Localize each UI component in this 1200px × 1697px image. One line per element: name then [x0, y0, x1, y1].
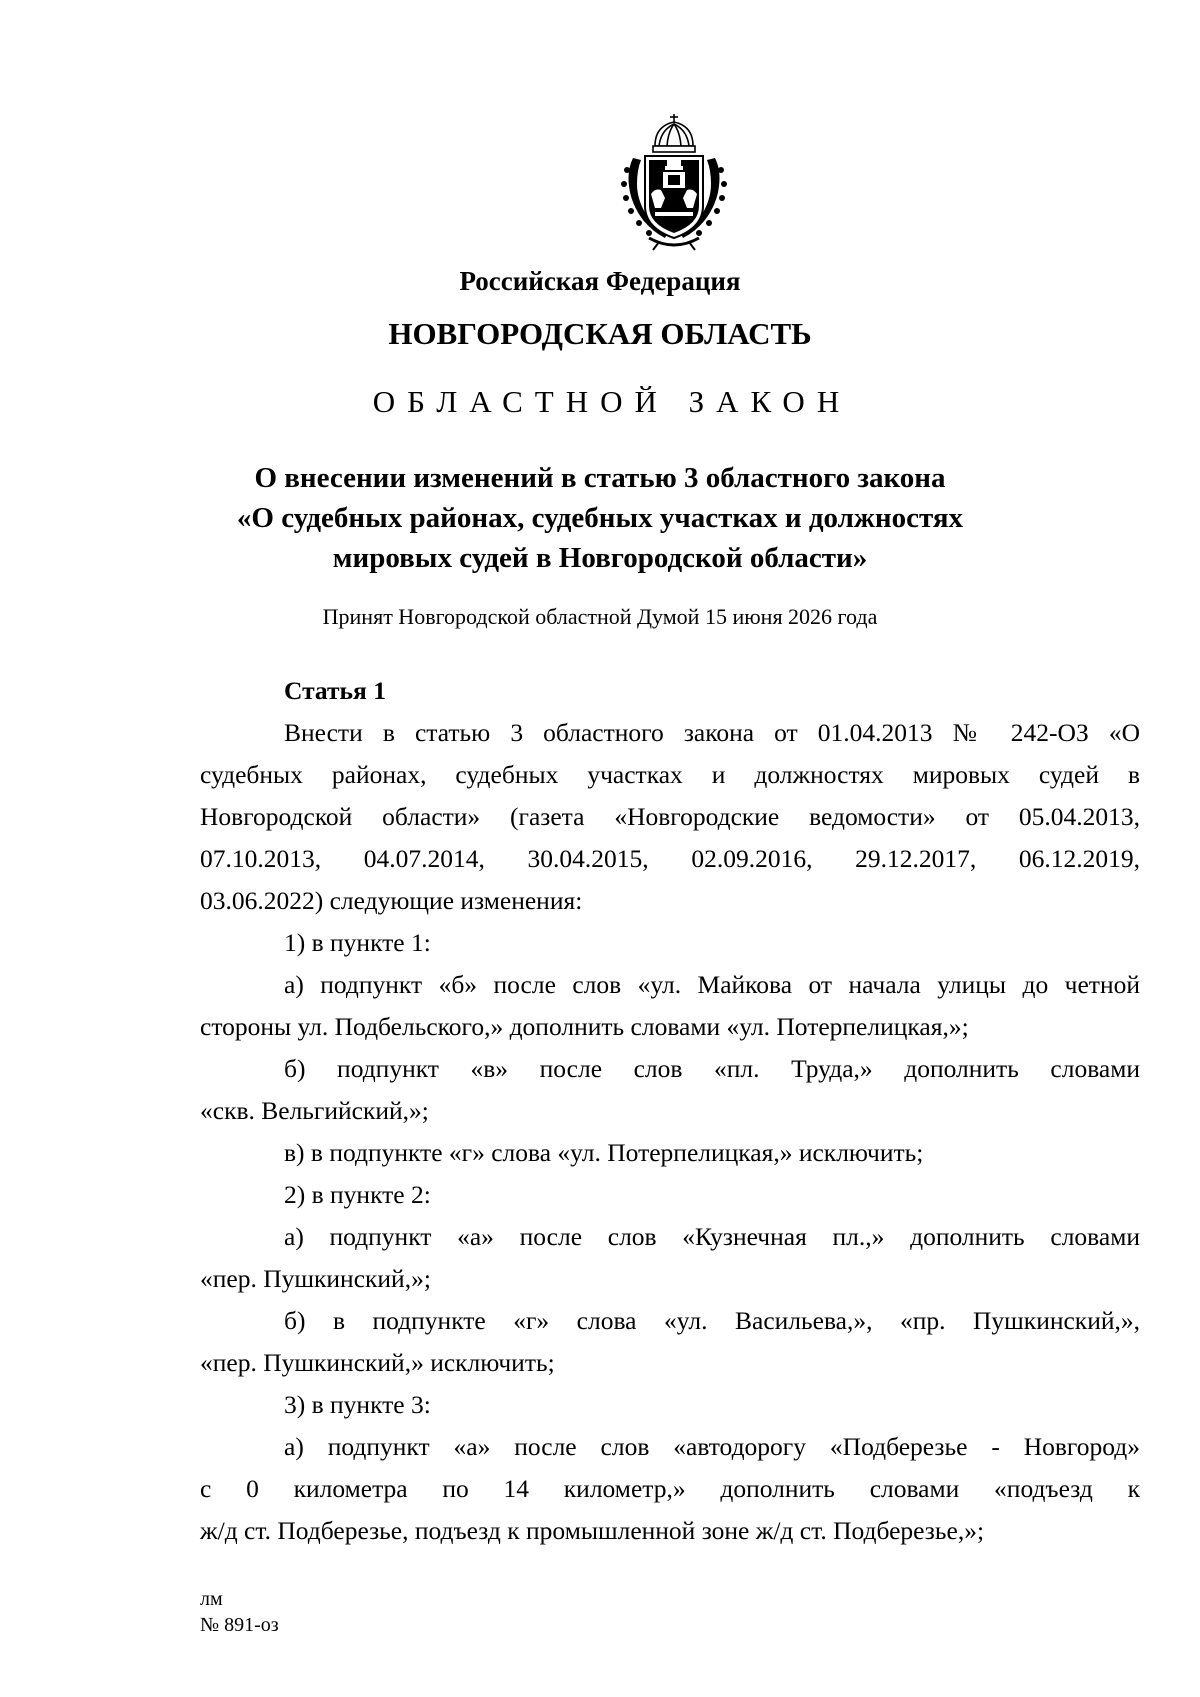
footer-number: № 891-оз — [200, 1614, 279, 1636]
body-line: в) в подпункте «г» слова «ул. Потерпелицкая,» исключить; — [284, 1138, 924, 1167]
document-kind-heading: ОБЛАСТНОЙ ЗАКОН — [372, 384, 852, 419]
coat-of-arms-novgorod-icon — [615, 112, 733, 254]
footer-code: лм — [200, 1588, 223, 1610]
body-line: б) в подпункте «г» слова «ул. Васильева,», «пр. Пушкинский,», — [284, 1306, 1140, 1335]
body-line: а) подпункт «а» после слов «автодорогу «Подберезье - Новгород» — [284, 1432, 1140, 1461]
law-title-line: «О судебных районах, судебных участках и должностях — [236, 502, 964, 534]
body-line: «пер. Пушкинский,»; — [200, 1264, 431, 1293]
body-line: Новгородской области» (газета «Новгородские ведомости» от 05.04.2013, — [200, 802, 1140, 831]
article-heading: Статья 1 — [284, 676, 386, 705]
country-heading: Российская Федерация — [459, 266, 741, 296]
law-body — [200, 670, 1140, 1552]
law-title — [0, 458, 1200, 578]
body-line: «скв. Вельгийский,»; — [200, 1096, 429, 1125]
footer-note — [200, 1586, 279, 1638]
body-line: 3) в пункте 3: — [284, 1390, 431, 1419]
body-line: 2) в пункте 2: — [284, 1180, 431, 1209]
body-line: 1) в пункте 1: — [284, 928, 431, 957]
body-line: б) подпункт «в» после слов «пл. Труда,» дополнить словами — [284, 1054, 1140, 1083]
body-line: 07.10.2013, 04.07.2014, 30.04.2015, 02.09.2016, 29.12.2017, 06.12.2019, — [200, 844, 1140, 873]
body-line: стороны ул. Подбельского,» дополнить словами «ул. Потерпелицкая,»; — [200, 1012, 969, 1041]
body-line: «пер. Пушкинский,» исключить; — [200, 1348, 555, 1377]
law-title-line: мировых судей в Новгородской области» — [332, 542, 868, 574]
body-line: а) подпункт «а» после слов «Кузнечная пл.,» дополнить словами — [284, 1222, 1140, 1251]
body-line: Внести в статью 3 областного закона от 01.04.2013 № 242-ОЗ «О — [284, 718, 1140, 747]
region-heading: НОВГОРОДСКАЯ ОБЛАСТЬ — [388, 316, 812, 351]
body-line: а) подпункт «б» после слов «ул. Майкова от начала улицы до четной — [284, 970, 1140, 999]
body-line: ж/д ст. Подберезье, подъезд к промышленной зоне ж/д ст. Подберезье,»; — [200, 1516, 985, 1545]
adoption-note: Принят Новгородской областной Думой 15 июня 2026 года — [322, 604, 878, 629]
body-line: судебных районах, судебных участках и должностях мировых судей в — [200, 760, 1140, 789]
body-line: с 0 километра по 14 километр,» дополнить словами «подъезд к — [200, 1474, 1140, 1503]
body-line: 03.06.2022) следующие изменения: — [200, 886, 583, 915]
law-title-line: О внесении изменений в статью 3 областного закона — [254, 462, 946, 494]
